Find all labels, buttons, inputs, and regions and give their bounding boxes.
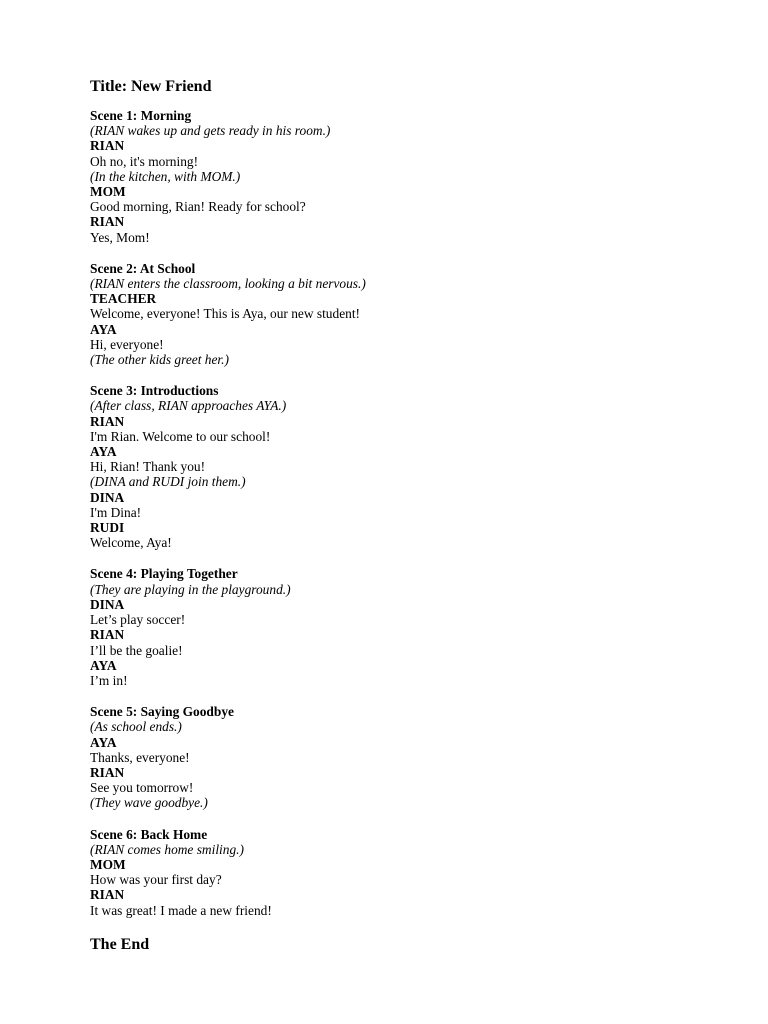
scene-heading: Scene 5: Saying Goodbye	[90, 704, 234, 720]
dialogue-line: I'm Rian. Welcome to our school!	[90, 428, 271, 444]
scene-heading: Scene 3: Introductions	[90, 383, 219, 399]
dialogue-line: Welcome, everyone! This is Aya, our new student!	[90, 306, 361, 322]
character-name: RIAN	[90, 413, 125, 429]
stage-direction: (They wave goodbye.)	[90, 795, 208, 811]
scene-heading: Scene 6: Back Home	[90, 826, 208, 842]
stage-direction: (The other kids greet her.)	[90, 352, 229, 368]
scene-block	[90, 566, 710, 688]
character-name: RIAN	[90, 138, 125, 154]
dialogue-line: How was your first day?	[90, 872, 222, 888]
the-end-text: The End	[90, 935, 150, 953]
scene-block	[90, 704, 710, 810]
script-page	[90, 76, 710, 956]
dialogue-line: Hi, everyone!	[90, 336, 164, 352]
scene-heading: Scene 4: Playing Together	[90, 566, 238, 582]
dialogue-line: Yes, Mom!	[90, 229, 150, 245]
stage-direction: (As school ends.)	[90, 719, 182, 735]
character-name: RIAN	[90, 627, 125, 643]
character-name: TEACHER	[90, 291, 157, 307]
scene-block	[90, 261, 710, 367]
stage-direction: (RIAN wakes up and gets ready in his room.)	[90, 123, 331, 139]
character-name: DINA	[90, 489, 125, 505]
character-name: AYA	[90, 321, 117, 337]
stage-direction: (After class, RIAN approaches AYA.)	[90, 398, 287, 414]
dialogue-line: Welcome, Aya!	[90, 535, 172, 551]
dialogue-line: I'm Dina!	[90, 504, 142, 520]
character-name: AYA	[90, 444, 117, 460]
stage-direction: (RIAN enters the classroom, looking a bit nervous.)	[90, 276, 366, 292]
character-name: MOM	[90, 184, 126, 200]
character-name: RIAN	[90, 764, 125, 780]
character-name: RUDI	[90, 520, 125, 536]
scene-block	[90, 827, 710, 918]
character-name: MOM	[90, 856, 126, 872]
dialogue-line: Good morning, Rian! Ready for school?	[90, 199, 306, 215]
character-name: AYA	[90, 734, 117, 750]
scene-heading: Scene 1: Morning	[90, 108, 192, 123]
character-name: RIAN	[90, 214, 125, 230]
dialogue-line: See you tomorrow!	[90, 780, 194, 796]
script-title: Title: New Friend	[90, 78, 212, 95]
stage-direction: (They are playing in the playground.)	[90, 581, 291, 597]
character-name: DINA	[90, 596, 125, 612]
dialogue-line: Oh no, it's morning!	[90, 153, 199, 169]
dialogue-line: It was great! I made a new friend!	[90, 902, 272, 918]
dialogue-line: I’ll be the goalie!	[90, 642, 183, 658]
dialogue-line: Hi, Rian! Thank you!	[90, 459, 206, 475]
dialogue-line: Thanks, everyone!	[90, 749, 190, 765]
stage-direction: (DINA and RUDI join them.)	[90, 474, 246, 490]
dialogue-line: Let’s play soccer!	[90, 612, 186, 628]
dialogue-line: I’m in!	[90, 672, 128, 688]
character-name: AYA	[90, 657, 117, 673]
scene-block	[90, 383, 710, 550]
scene-heading: Scene 2: At School	[90, 260, 196, 276]
character-name: RIAN	[90, 887, 125, 903]
stage-direction: (In the kitchen, with MOM.)	[90, 168, 241, 184]
stage-direction: (RIAN comes home smiling.)	[90, 841, 244, 857]
scene-list	[90, 108, 710, 918]
scene-block	[90, 108, 710, 245]
